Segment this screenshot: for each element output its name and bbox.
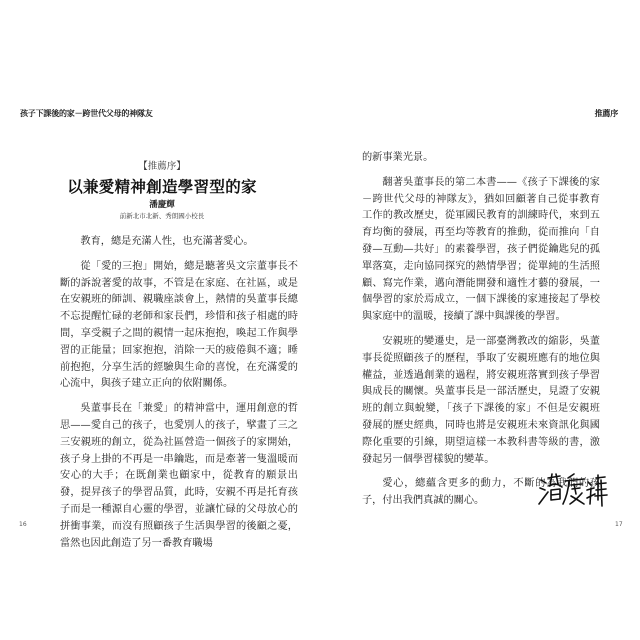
page-number: 17 bbox=[615, 521, 623, 528]
author-affiliation: 前新北市北新、秀朗國小校長 bbox=[119, 212, 205, 220]
paragraph: 從「愛的三抱」開始，總是聽著吳文宗董事長不斷的訴說著愛的故事，不管是在家庭、在社區，或是在安親班的師訓、親職座談會上，熱情的吳董事長總不忘提醒忙碌的老師和家長們，珍惜和孩子相處的時間，享受親子之間的親情一起床抱抱，喚起工作與學習的正能量；回家抱抱，消除一天的疲倦與不適；睡前抱抱，分享生活的經驗與生命的喜悅，在充滿愛的心流中，與孩子建立正向的依附關係。 bbox=[60, 260, 298, 390]
paragraph: 愛心，總蘊含更多的動力，不斷的為我們的孩子，付出我們真誠的關心。 bbox=[362, 478, 600, 507]
running-head-section: 推薦序 bbox=[594, 109, 618, 118]
paragraph: 安親班的變遷史，是一部臺灣教改的縮影，吳董事長從照顧孩子的歷程，爭取了安親班應有的地位與權益，並透過創業的過程，將安親班落實到孩子學習與成長的關懷。吳董事長是一部活歷史，見證了安親班的創立與蛻變，「孩子下課後的家」不但是安親班發展的歷史經典，同時也將是安親班未來資訊化與國際化重要的引線，期望這樣一本教科書等級的書，激發起另一個學習樣貌的變革。 bbox=[362, 335, 600, 465]
paragraph: 吳董事長在「兼愛」的精神當中，運用創意的哲思——愛自己的孩子，也愛別人的孩子，擘畫了三之三安親班的創立，從為社區營造一個孩子的家開始，孩子身上掛的不再是一串鑰匙，而是牽著一隻溫暖而安心的大手；在既創業也顧家中，從教育的願景出發，提昇孩子的學習品質，此時，安親不再是托育孩子而是一種源自心靈的學習，並讓忙碌的父母放心的拼衝事業，而沒有照顧孩子生活與學習的後顧之憂，當然也因此創造了另一番教育職場 bbox=[60, 403, 298, 549]
chapter-title: 以兼愛精神創造學習型的家 bbox=[67, 178, 257, 196]
paragraph: 的新事業光景。 bbox=[362, 152, 434, 163]
author-name: 潘慶輝 bbox=[149, 200, 175, 210]
signature-icon bbox=[538, 470, 608, 510]
paragraph: 教育，總是充滿人性，也充滿著愛心。 bbox=[80, 236, 254, 247]
paragraph: 翻著吳董事長的第二本書——《孩子下課後的家－跨世代父母的神隊友》，猶如回顧著自己從事教育工作的教改歷史，從軍國民教育的訓練時代，來到五育均衡的發展，再至均等教育的推動，從而推向「自發—互動—共好」的素養學習，孩子們從鑰匙兒的孤單落寞，走向協同探究的熱情學習；從單純的生活照顧、寫完作業，邁向潛能開發和適性才藝的發展，一個學習的家於焉成立，一個下課後的家連接起了學校與家庭中的溫暖，接續了課中與課後的學習。 bbox=[362, 176, 600, 323]
running-head-book-title: 孩子下課後的家－跨世代父母的神隊友 bbox=[20, 109, 153, 118]
section-label: 【推薦序】 bbox=[138, 161, 186, 172]
left-body-text bbox=[60, 234, 298, 560]
page-number: 16 bbox=[19, 521, 27, 528]
right-body-text bbox=[362, 150, 600, 518]
